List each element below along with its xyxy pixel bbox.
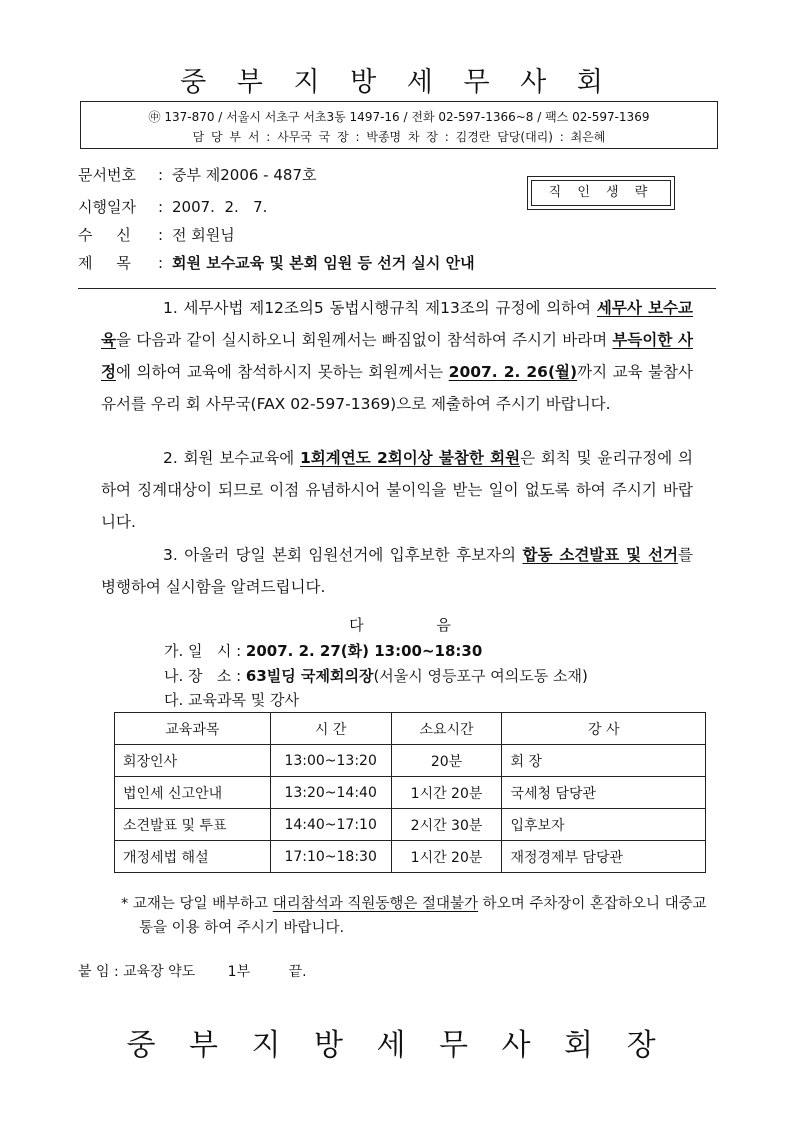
paragraph-3: 3. 아울러 당일 본회 임원선거에 입후보한 후보자의 합동 소견발표 및 선거를 병행하여 실시함을 알려드립니다. xyxy=(101,546,693,596)
address-box xyxy=(80,101,718,149)
detail-date: 가. 일 시 : 2007. 2. 27(화) 13:00~18:30 xyxy=(164,642,483,660)
staff-line: 담 당 부 서 : 사무국 국 장 : 박종명 차 장 : 김경란 담당(대리) : 최은혜 xyxy=(192,130,606,144)
lecturer-cell: 회 장 xyxy=(502,745,706,777)
signature: 중 부 지 방 세 무 사 회 장 xyxy=(126,1028,668,1063)
column-header: 시 간 xyxy=(270,713,391,745)
detail-date-value: 2007. 2. 27(화) 13:00~18:30 xyxy=(245,642,483,660)
course-cell: 소견발표 및 투표 xyxy=(115,809,271,841)
table-row xyxy=(115,809,706,841)
lecturer-cell: 국세청 담당관 xyxy=(502,777,706,809)
table-header-row xyxy=(115,713,706,745)
footnote: * 교재는 당일 배부하고 대리참석과 직원동행은 절대불가 하오며 주차장이 혼잡하오니 대중교통을 이용 하여 주시기 바랍니다. xyxy=(121,896,707,936)
course-cell: 회장인사 xyxy=(115,745,271,777)
recipient-label: 수 신 xyxy=(78,226,131,244)
time-cell: 14:40~17:10 xyxy=(270,809,391,841)
detail-place: 나. 장 소 : 63빌딩 국제회의장(서울시 영등포구 여의도동 소재) xyxy=(164,667,588,685)
emphasis-absence: 1회계연도 2회이상 불참한 회원 xyxy=(300,449,521,467)
recipient-row: 수 신 : 전 회원님 xyxy=(78,226,235,244)
detail-courses-heading: 다. 교육과목 및 강사 xyxy=(164,691,299,709)
paragraph-2: 2. 회원 보수교육에 1회계연도 2회이상 불참한 회원은 회칙 및 윤리규정에 의하여 징계대상이 되므로 이점 유념하시어 불이익을 받는 일이 없도록 하여 주시기 바랍니다. xyxy=(101,449,693,531)
emphasis-no-proxy: 대리참석과 직원동행은 절대불가 xyxy=(272,896,479,912)
subject-value: 회원 보수교육 및 본회 임원 등 선거 실시 안내 xyxy=(172,254,475,272)
time-cell: 13:00~13:20 xyxy=(270,745,391,777)
doc-number-value: 중부 제2006 - 487호 xyxy=(172,166,317,184)
lecturer-cell: 재정경제부 담당관 xyxy=(502,841,706,873)
column-header: 소요시간 xyxy=(391,713,502,745)
doc-number-label: 문서번호 xyxy=(78,166,136,184)
emphasis-election: 합동 소견발표 및 선거 xyxy=(522,546,679,564)
table-row xyxy=(115,841,706,873)
duration-cell: 20분 xyxy=(391,745,502,777)
duration-cell: 1시간 20분 xyxy=(391,777,502,809)
column-header: 교육과목 xyxy=(115,713,271,745)
time-cell: 17:10~18:30 xyxy=(270,841,391,873)
subject-row: 제 목 : 회원 보수교육 및 본회 임원 등 선거 실시 안내 xyxy=(78,254,475,272)
attachment-count: 1부 xyxy=(227,964,251,980)
emphasis-deadline: 2007. 2. 26(월) xyxy=(448,363,578,381)
time-cell: 13:20~14:40 xyxy=(270,777,391,809)
attachment-line xyxy=(78,961,307,981)
emphasis-tax-training: 세무사 보수교육 xyxy=(101,299,693,349)
column-header: 강 사 xyxy=(502,713,706,745)
course-cell: 개정세법 해설 xyxy=(115,841,271,873)
issue-date-row: 시행일자 : 2007. 2. 7. xyxy=(78,198,268,216)
lecturer-cell: 입후보자 xyxy=(502,809,706,841)
subject-label: 제 목 xyxy=(78,254,131,272)
table-row xyxy=(115,777,706,809)
course-cell: 법인세 신고안내 xyxy=(115,777,271,809)
attachment-item: 교육장 약도 xyxy=(123,964,196,980)
header-divider xyxy=(78,288,716,289)
attachment-label: 붙 임 : xyxy=(78,964,124,980)
seal-omitted-stamp xyxy=(527,176,675,210)
emphasis-unavoidable: 부득이한 사정 xyxy=(101,331,693,381)
stamp-text: 직 인 생 략 xyxy=(531,180,671,206)
detail-place-value: 63빌딩 국제회의장 xyxy=(245,667,374,685)
table-row xyxy=(115,745,706,777)
organization-title: 중 부 지 방 세 무 사 회 xyxy=(180,67,614,98)
paragraph-1: 1. 세무사법 제12조의5 동법시행규칙 제13조의 규정에 의하여 세무사 보수교육을 다음과 같이 실시하오니 회원께서는 빠짐없이 참석하여 주시기 바라며 부득이한 사정에 의하여 교육에 참석하시지 못하는 회원께서는 2007. 2. 26(월)까지 교육 불참사유서를 우리 회 사무국(FAX 02-597-1369)으로 제출하여 주시기 바랍니다. xyxy=(101,299,693,413)
details-heading: 다 음 xyxy=(349,616,485,634)
duration-cell: 2시간 30분 xyxy=(391,809,502,841)
issue-date-value: 2007. 2. 7. xyxy=(172,198,268,216)
recipient-value: 전 회원님 xyxy=(172,226,235,244)
duration-cell: 1시간 20분 xyxy=(391,841,502,873)
issue-date-label: 시행일자 xyxy=(78,198,136,216)
doc-number-row: 문서번호 : 중부 제2006 - 487호 xyxy=(78,166,317,184)
course-table xyxy=(114,712,706,873)
address-line: ㊥ 137-870 / 서울시 서초구 서초3동 1497-16 / 전화 02-597-1366~8 / 팩스 02-597-1369 xyxy=(148,110,650,124)
end-mark: 끝. xyxy=(288,964,307,980)
